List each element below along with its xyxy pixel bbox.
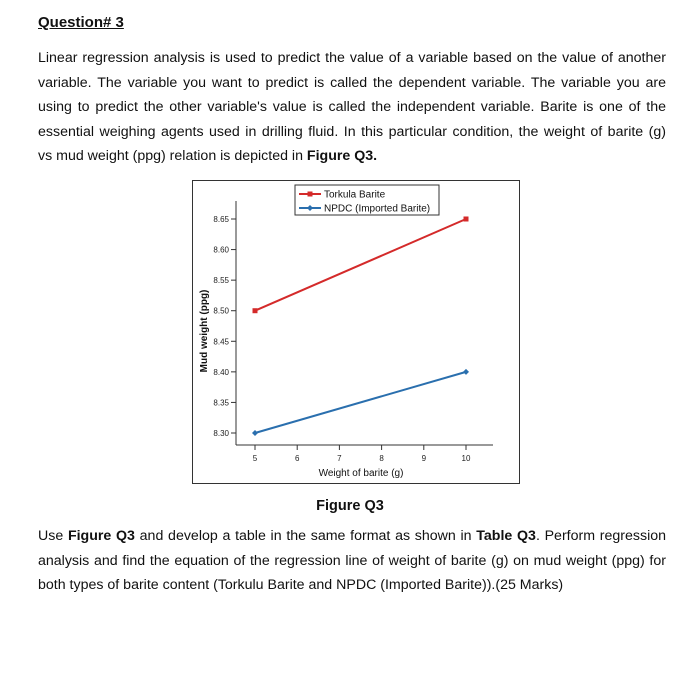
series-line — [255, 219, 466, 311]
y-tick-label: 8.65 — [213, 215, 229, 224]
x-tick-label: 8 — [379, 454, 384, 463]
table-reference: Table Q3 — [476, 528, 536, 544]
intro-line: variable. The variable you want to predict is called the dependent variable. The variable you are — [38, 74, 666, 91]
task-line: analysis and find the equation of the regression line of weight of barite (g) on mud weight (ppg) for — [38, 552, 666, 569]
question-task-paragraph — [38, 524, 666, 598]
regression-chart — [193, 181, 519, 483]
question-heading: Question# 3 — [38, 14, 124, 31]
task-text: both types of barite content (Torkulu Barite and NPDC (Imported Barite)). — [38, 577, 496, 593]
x-axis-label: Weight of barite (g) — [318, 468, 404, 479]
question-intro-paragraph — [38, 46, 666, 169]
legend-label: NPDC (Imported Barite) — [324, 203, 431, 215]
y-tick-label: 8.35 — [213, 398, 229, 408]
intro-line-last — [38, 144, 666, 169]
intro-line: essential weighing agents used in drilling fluid. In this particular condition, the weight of barite (g) — [38, 123, 666, 140]
x-tick-label: 9 — [421, 454, 427, 463]
task-text: and develop a table in the same format as shown in — [134, 528, 477, 544]
intro-line: Linear regression analysis is used to predict the value of a variable based on the value of another — [38, 50, 666, 66]
figure-reference: Figure Q3 — [67, 528, 135, 544]
figure-q3 — [192, 180, 520, 484]
x-tick-label: 10 — [461, 454, 471, 463]
x-tick-label: 7 — [337, 454, 342, 463]
series-line — [255, 372, 466, 433]
data-point — [464, 217, 469, 222]
y-tick-label: 8.55 — [213, 276, 229, 286]
task-text: . Perform regression — [535, 528, 667, 544]
x-tick-label: 5 — [252, 454, 258, 463]
data-point — [252, 430, 258, 436]
x-tick-label: 6 — [294, 454, 300, 463]
y-tick-label: 8.40 — [213, 367, 229, 377]
task-text: Use — [38, 528, 68, 544]
marks-label: (25 Marks) — [495, 577, 564, 593]
figure-caption: Figure Q3 — [316, 498, 384, 514]
figure-reference: Figure Q3. — [306, 148, 378, 164]
y-tick-label: 8.50 — [213, 306, 229, 316]
y-tick-label: 8.30 — [213, 429, 229, 438]
intro-last-text: vs mud weight (ppg) relation is depicted in — [38, 148, 307, 164]
legend-label: Torkula Barite — [324, 189, 386, 201]
legend-marker — [308, 192, 313, 197]
data-point — [253, 308, 258, 313]
task-line-last — [38, 573, 666, 598]
task-line — [38, 524, 666, 549]
y-axis-label: Mud weight (ppg) — [199, 289, 210, 373]
intro-line: using to predict the other variable's value is called the independent variable. Barite is one of the — [38, 99, 666, 115]
data-point — [463, 369, 469, 375]
y-tick-label: 8.45 — [213, 337, 229, 347]
y-tick-label: 8.60 — [213, 245, 229, 255]
